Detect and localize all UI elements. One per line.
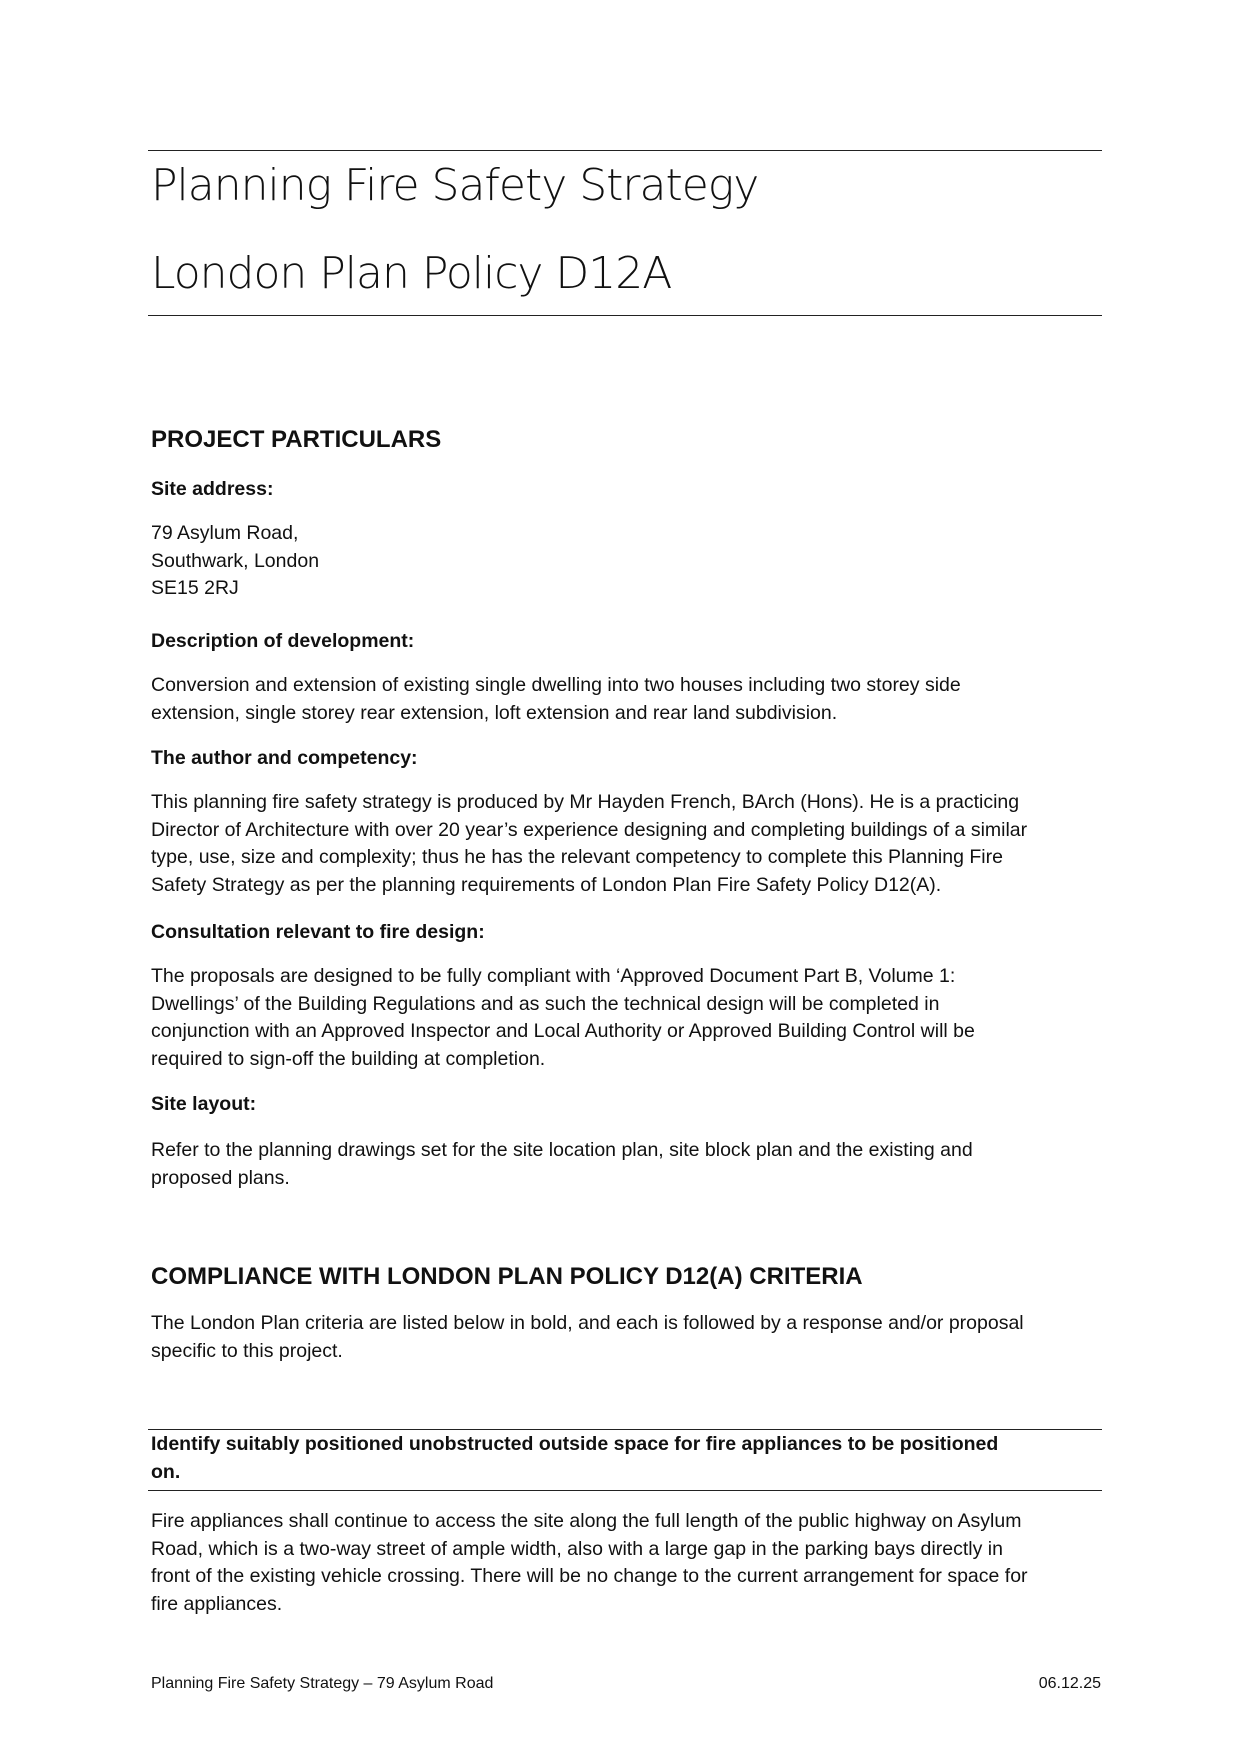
text-line: front of the existing vehicle crossing. There will be no change to the current arrangement for space for (151, 1565, 1028, 1588)
text-line: conjunction with an Approved Inspector and Local Authority or Approved Building Control will be (151, 1020, 975, 1043)
text-line: Safety Strategy as per the planning requirements of London Plan Fire Safety Policy D12(A). (151, 873, 942, 896)
text-line: This planning fire safety strategy is produced by Mr Hayden French, BArch (Hons). He is a practicing (151, 791, 1020, 813)
text-line: on. (151, 1460, 181, 1483)
text-line: type, use, size and complexity; thus he has the relevant competency to complete this Planning Fire (151, 846, 1003, 869)
text-line: The proposals are designed to be fully compliant with ‘Approved Document Part B, Volume 1: (151, 965, 956, 987)
description-text (151, 672, 1101, 727)
criterion-text (151, 1431, 1101, 1486)
text-line: Refer to the planning drawings set for the site location plan, site block plan and the existing and (151, 1139, 973, 1161)
address-line: SE15 2RJ (151, 577, 239, 600)
author-text (151, 789, 1101, 899)
text-line: Fire appliances shall continue to access the site along the full length of the public highway on Asylum (151, 1510, 1022, 1532)
document-subtitle (151, 244, 1101, 304)
text-line: required to sign-off the building at completion. (151, 1047, 546, 1070)
description-label: Description of development: (151, 630, 415, 652)
author-label: The author and competency: (151, 747, 418, 769)
site-address (151, 520, 1101, 603)
text-line: fire appliances. (151, 1592, 283, 1615)
page-footer (151, 1674, 1101, 1694)
text-line: Director of Architecture with over 20 year’s experience designing and completing buildings of a similar (151, 818, 1028, 841)
title-line-1: Planning Fire Safety Strategy (151, 160, 759, 211)
address-line: 79 Asylum Road, (151, 522, 299, 544)
text-line: Identify suitably positioned unobstructed outside space for fire appliances to be positioned (151, 1433, 999, 1455)
text-line: Dwellings’ of the Building Regulations and as such the technical design will be completed in (151, 992, 940, 1015)
document-title (151, 156, 1101, 216)
compliance-heading: COMPLIANCE WITH LONDON PLAN POLICY D12(A) CRITERIA (151, 1263, 863, 1290)
site-layout-label: Site layout: (151, 1093, 257, 1115)
criterion-top-rule (148, 1429, 1102, 1430)
site-layout-text (151, 1137, 1101, 1192)
text-line: Road, which is a two-way street of ample width, also with a large gap in the parking bays directly in (151, 1537, 1003, 1560)
criterion-response (151, 1508, 1101, 1618)
footer-date: 06.12.25 (1038, 1675, 1101, 1692)
address-line: Southwark, London (151, 549, 320, 572)
footer-document-name: Planning Fire Safety Strategy – 79 Asylum Road (151, 1675, 494, 1692)
text-line: The London Plan criteria are listed below in bold, and each is followed by a response and/or proposal (151, 1312, 1024, 1334)
title-bottom-rule (148, 315, 1102, 316)
text-line: Conversion and extension of existing single dwelling into two houses including two storey side (151, 674, 961, 696)
text-line: extension, single storey rear extension, loft extension and rear land subdivision. (151, 701, 838, 724)
text-line: proposed plans. (151, 1166, 290, 1189)
criterion-bottom-rule (148, 1490, 1102, 1491)
consultation-label: Consultation relevant to fire design: (151, 921, 485, 943)
project-particulars-heading: PROJECT PARTICULARS (151, 426, 442, 453)
title-line-2: London Plan Policy D12A (151, 248, 672, 299)
compliance-intro (151, 1310, 1101, 1365)
title-top-rule (148, 150, 1102, 151)
consultation-text (151, 963, 1101, 1073)
text-line: specific to this project. (151, 1339, 343, 1362)
site-address-label: Site address: (151, 478, 274, 500)
